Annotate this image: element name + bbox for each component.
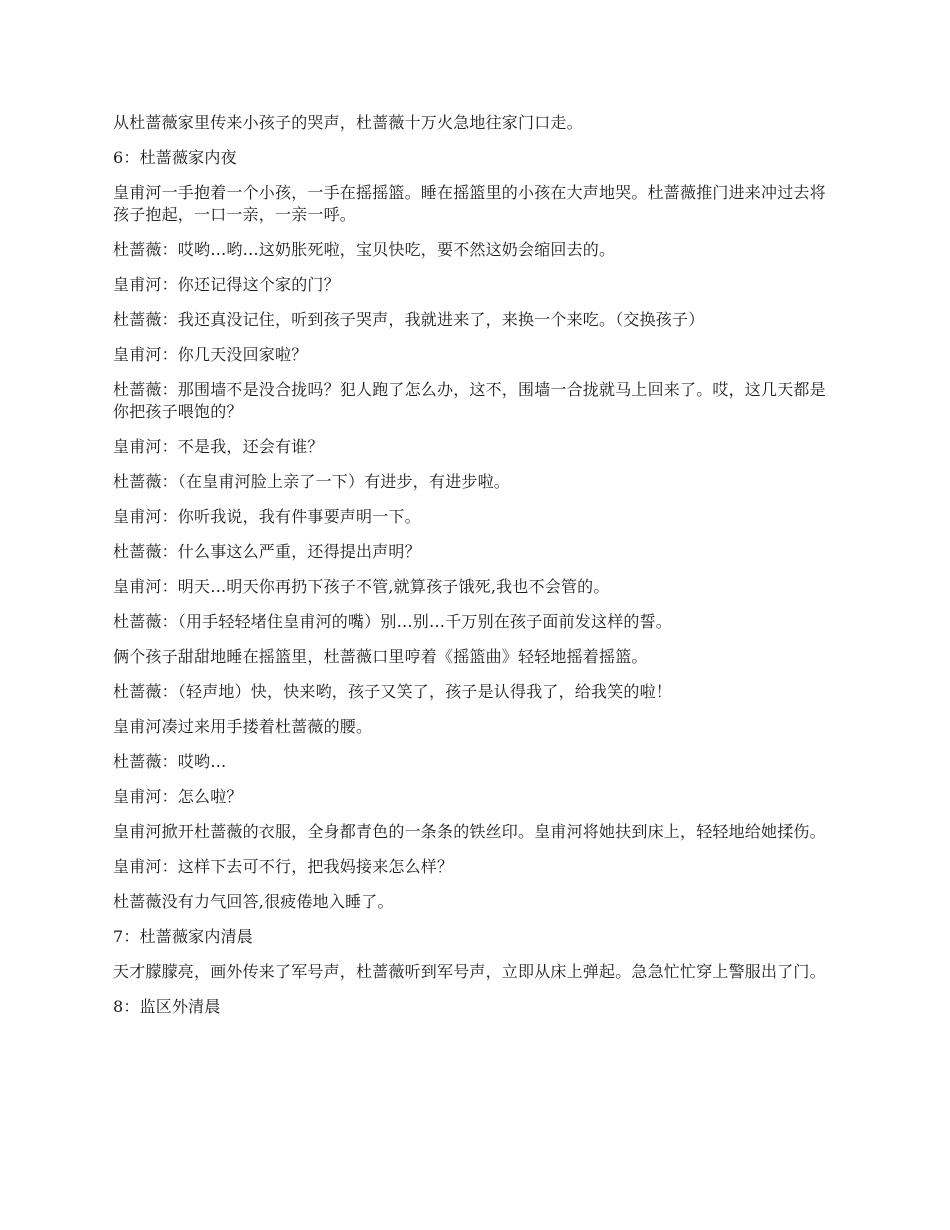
dialogue-line: 杜蔷薇：（用手轻轻堵住皇甫河的嘴）别…别…千万别在孩子面前发这样的誓。: [113, 612, 673, 631]
dialogue-line: 皇甫河：怎么啦？: [113, 787, 243, 806]
scene-heading: 8：监区外清晨: [113, 997, 221, 1016]
scene-heading: 6：杜蔷薇家内夜: [113, 148, 237, 167]
dialogue-line: 杜蔷薇：（在皇甫河脸上亲了一下）有进步，有进步啦。: [113, 472, 511, 491]
paragraph: 杜蔷薇没有力气回答,很疲倦地入睡了。: [113, 892, 394, 911]
dialogue-line: 皇甫河：明天…明天你再扔下孩子不管,就算孩子饿死,我也不会管的。: [113, 577, 610, 596]
dialogue-line: 杜蔷薇：哎哟…哟…这奶胀死啦，宝贝快吃，要不然这奶会缩回去的。: [113, 240, 616, 259]
dialogue-line: 杜蔷薇：哎哟…: [113, 752, 227, 771]
paragraph: 天才朦朦亮，画外传来了军号声，杜蔷薇听到军号声，立即从床上弹起。急急忙忙穿上警服出了门。: [113, 962, 826, 981]
dialogue-line: 杜蔷薇：我还真没记住，听到孩子哭声，我就进来了，来换一个来吃。（交换孩子）: [113, 310, 705, 329]
dialogue-line: 杜蔷薇：（轻声地）快，快来哟，孩子又笑了，孩子是认得我了，给我笑的啦！: [113, 682, 673, 701]
dialogue-line: 皇甫河：这样下去可不行，把我妈接来怎么样？: [113, 857, 454, 876]
dialogue-line: 皇甫河：你几天没回家啦？: [113, 345, 308, 364]
dialogue-line: 皇甫河：你听我说，我有件事要声明一下。: [113, 507, 421, 526]
paragraph: 皇甫河一手抱着一个小孩，一手在摇摇篮。睡在摇篮里的小孩在大声地哭。杜蔷薇推门进来冲过去将孩子抱起，一口一亲，一亲一呼。: [113, 183, 826, 224]
dialogue-line: 杜蔷薇：那围墙不是没合拢吗？犯人跑了怎么办，这不，围墙一合拢就马上回来了。哎，这几天都是你把孩子喂饱的？: [113, 380, 826, 421]
paragraph: 从杜蔷薇家里传来小孩子的哭声，杜蔷薇十万火急地往家门口走。: [113, 113, 583, 132]
dialogue-line: 杜蔷薇：什么事这么严重，还得提出声明？: [113, 542, 421, 561]
paragraph: 皇甫河凑过来用手搂着杜蔷薇的腰。: [113, 717, 373, 736]
paragraph: 皇甫河掀开杜蔷薇的衣服，全身都青色的一条条的铁丝印。皇甫河将她扶到床上，轻轻地给她揉伤。: [113, 822, 826, 841]
document-page: [113, 112, 839, 1031]
scene-heading: 7：杜蔷薇家内清晨: [113, 927, 253, 946]
dialogue-line: 皇甫河：不是我，还会有谁？: [113, 437, 324, 456]
paragraph: 俩个孩子甜甜地睡在摇篮里，杜蔷薇口里哼着《摇篮曲》轻轻地摇着摇篮。: [113, 647, 648, 666]
dialogue-line: 皇甫河：你还记得这个家的门？: [113, 275, 340, 294]
